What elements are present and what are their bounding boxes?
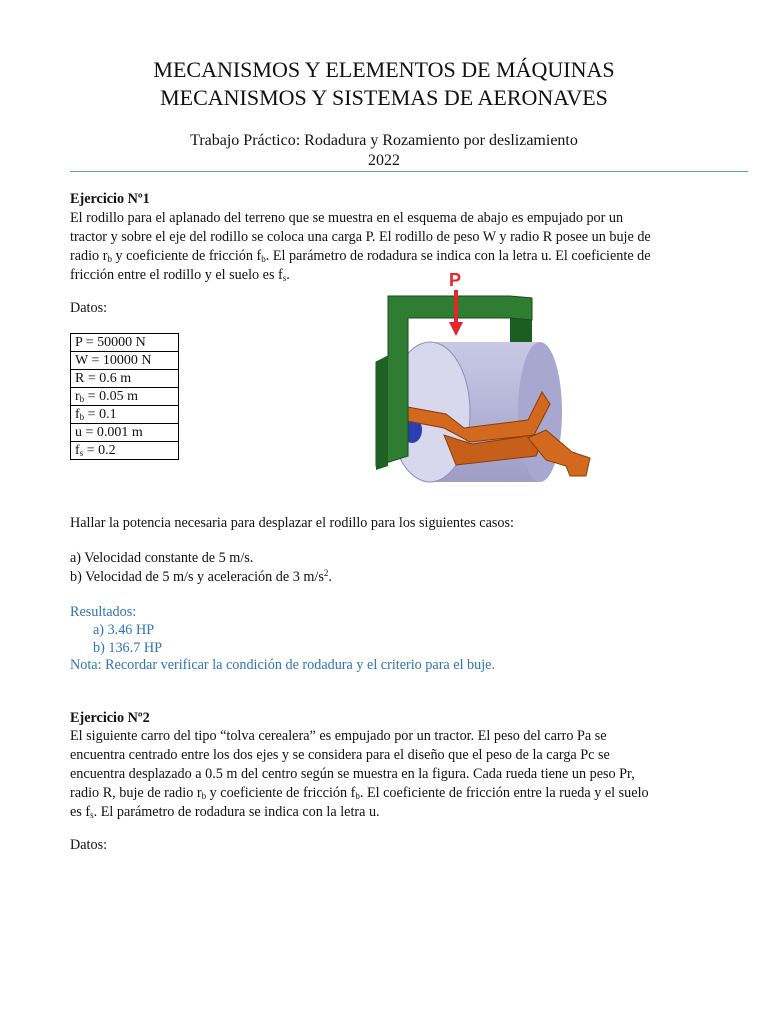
ex2-line1: El siguiente carro del tipo “tolva cerealera” es empujado por un tractor. El peso del carro Pa se	[70, 728, 607, 744]
ex2-line5	[70, 803, 750, 822]
ex1-case-b	[70, 568, 710, 587]
frame-front-post	[376, 356, 388, 470]
ex1-note: Nota: Recordar verificar la condición de rodadura y el criterio para el buje.	[70, 657, 496, 673]
cell-sub: s	[79, 448, 84, 458]
ex2-paragraph	[70, 727, 750, 822]
doc-subtitle: Trabajo Práctico: Rodadura y Rozamiento por deslizamiento	[190, 132, 578, 149]
ex1-case-a: a) Velocidad constante de 5 m/s.	[70, 550, 254, 566]
data-cell-u: u = 0.001 m	[71, 424, 179, 442]
ex2-line5-sub: s	[90, 810, 94, 820]
roller-diagram	[360, 270, 600, 495]
cell-val: = 0.05 m	[84, 389, 138, 404]
cell-var: f	[75, 443, 80, 458]
table-row	[71, 334, 179, 352]
cell-val: = 0.2	[83, 443, 116, 458]
ex2-line5-b: . El parámetro de rodadura se indica con la letra u.	[93, 804, 380, 820]
table-row	[71, 352, 179, 370]
header-divider	[70, 171, 748, 172]
ex2-line4	[70, 784, 750, 803]
ex2-line2: encuentra centrado entre los dos ejes y se considera para el diseño que el peso de la carga Pc se	[70, 747, 610, 763]
ex2-line5-a: es f	[70, 804, 91, 820]
ex2-line4-b: y coeficiente de fricción f	[206, 785, 356, 801]
ex1-line3	[70, 247, 750, 266]
ex1-line3-sub1: b	[107, 254, 112, 264]
ex1-data-table	[70, 333, 179, 460]
force-arrow-head	[449, 322, 463, 336]
doc-year: 2022	[368, 152, 400, 169]
ex1-heading: Ejercicio Nº1	[70, 191, 150, 207]
ex1-line2: tractor y sobre el eje del rodillo se coloca una carga P. El rodillo de peso W y radio R posee un buje de	[70, 229, 651, 245]
case-b-sup: 2	[323, 568, 329, 578]
ex2-line4-a: radio R, buje de radio r	[70, 785, 202, 801]
table-row	[71, 424, 179, 442]
ex2-heading: Ejercicio Nº2	[70, 710, 150, 726]
ex2-datos-label: Datos:	[70, 837, 108, 853]
ex1-line3-sub2: b	[261, 254, 266, 264]
data-cell-w: W = 10000 N	[71, 352, 179, 370]
cell-var: r	[75, 389, 80, 404]
force-label-p: P	[449, 270, 462, 290]
data-cell-p: P = 50000 N	[71, 334, 179, 352]
cell-var: f	[75, 407, 80, 422]
cell-val: = 0.1	[84, 407, 117, 422]
data-cell-rb	[71, 388, 179, 406]
table-row	[71, 388, 179, 406]
ex2-line4-c: . El coeficiente de fricción entre la rueda y el suelo	[359, 785, 649, 801]
ex1-results-label: Resultados:	[70, 604, 137, 620]
doc-title-line1: MECANISMOS Y ELEMENTOS DE MÁQUINAS	[153, 57, 615, 82]
ex1-result-a: a) 3.46 HP	[93, 622, 155, 638]
ex1-line3-a: radio r	[70, 248, 108, 264]
cell-sub: b	[79, 412, 85, 422]
table-row	[71, 442, 179, 460]
case-b-end: .	[328, 569, 332, 585]
cell-sub: b	[79, 394, 85, 404]
ex2-line3: encuentra desplazado a 0.5 m del centro según se muestra en la figura. Cada rueda tiene un peso Pr,	[70, 766, 635, 782]
table-row	[71, 370, 179, 388]
ex1-result-b: b) 136.7 HP	[93, 640, 162, 656]
ex1-line3-c: . El parámetro de rodadura se indica con la letra u. El coeficiente de	[265, 248, 651, 264]
data-cell-fs	[71, 442, 179, 460]
ex1-question: Hallar la potencia necesaria para desplazar el rodillo para los siguientes casos:	[70, 515, 514, 531]
ex2-line4-sub1: b	[201, 791, 207, 801]
ex1-line4-b: .	[286, 267, 290, 283]
case-b-text: b) Velocidad de 5 m/s y aceleración de 3 m/s	[70, 569, 324, 585]
ex1-datos-label: Datos:	[70, 300, 108, 316]
data-cell-fb	[71, 406, 179, 424]
ex2-line4-sub2: b	[355, 791, 360, 801]
doc-title-line2: MECANISMOS Y SISTEMAS DE AERONAVES	[160, 85, 608, 110]
ex1-line3-b: y coeficiente de fricción f	[111, 248, 262, 264]
ex1-line4-sub: s	[282, 273, 287, 283]
ex1-line1: El rodillo para el aplanado del terreno que se muestra en el esquema de abajo es empujado por un	[70, 210, 624, 226]
table-row	[71, 406, 179, 424]
data-cell-r: R = 0.6 m	[71, 370, 179, 388]
ex1-line4-a: fricción entre el rodillo y el suelo es f	[70, 267, 283, 283]
